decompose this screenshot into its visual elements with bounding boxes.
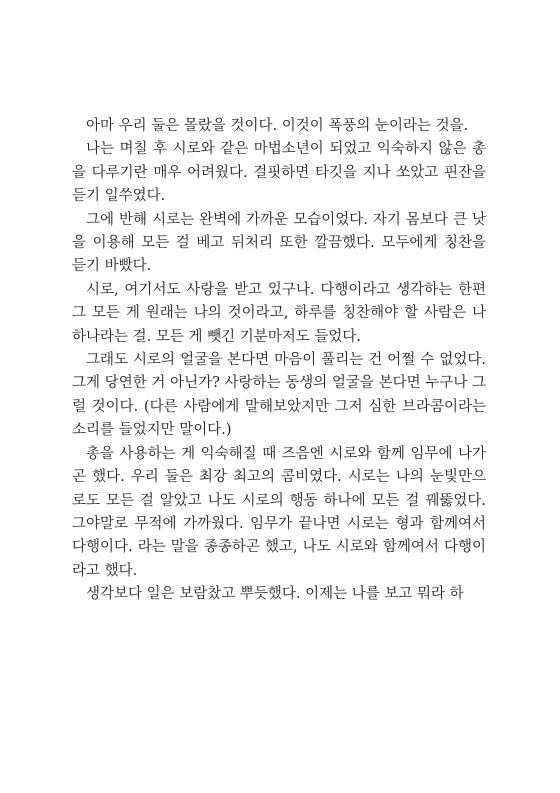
- paragraph: 그래도 시로의 얼굴을 본다면 마음이 풀리는 건 어쩔 수 없었다. 그게 당연한 거 아닌가? 사랑하는 동생의 얼굴을 본다면 누구나 그럴 것이다. (다른 사람에게 말해보았지만 그저 심한 브라콤이라는 소리를 들었지만 말이다.): [72, 352, 486, 439]
- body-text: [72, 115, 486, 607]
- paragraph: 생각보다 일은 보람찼고 뿌듯했다. 이제는 나를 보고 뭐라 하: [86, 586, 464, 603]
- paragraph: 그에 반해 시로는 완벽에 가까운 모습이었다. 자기 몸보다 큰 낫을 이용해 모든 걸 베고 뒤처리 또한 깔끔했다. 모두에게 칭찬을 듣기 바빴다.: [72, 211, 486, 275]
- paragraph: 나는 며칠 후 시로와 같은 마법소년이 되었고 익숙하지 않은 총을 다루기란 매우 어려웠다. 걸핏하면 타깃을 지나 쏘았고 핀잔을 듣기 일쑤였다.: [72, 141, 486, 205]
- paragraph: 시로, 여기서도 사랑을 받고 있구나. 다행이라고 생각하는 한편 그 모든 게 원래는 나의 것이라고, 하루를 칭찬해야 할 사람은 나 하나라는 걸. 모든 게 뺏긴 기분마저도 들었다.: [72, 281, 486, 345]
- paragraph: 총을 사용하는 게 익숙해질 때 즈음엔 시로와 함께 임무에 나가곤 했다. 우리 둘은 최강 최고의 콤비였다. 시로는 나의 눈빛만으로도 모든 걸 알았고 나도 시로의 행동 하나에 모든 걸 꿰뚫었다. 그야말로 무적에 가까웠다. 임무가 끝나면 시로는 형과 함께여서 다행이다. 라는 말을 종종하곤 했고, 나도 시로와 함께여서 다행이라고 했다.: [72, 445, 486, 579]
- paragraph: 아마 우리 둘은 몰랐을 것이다. 이것이 폭풍의 눈이라는 것을.: [86, 118, 469, 134]
